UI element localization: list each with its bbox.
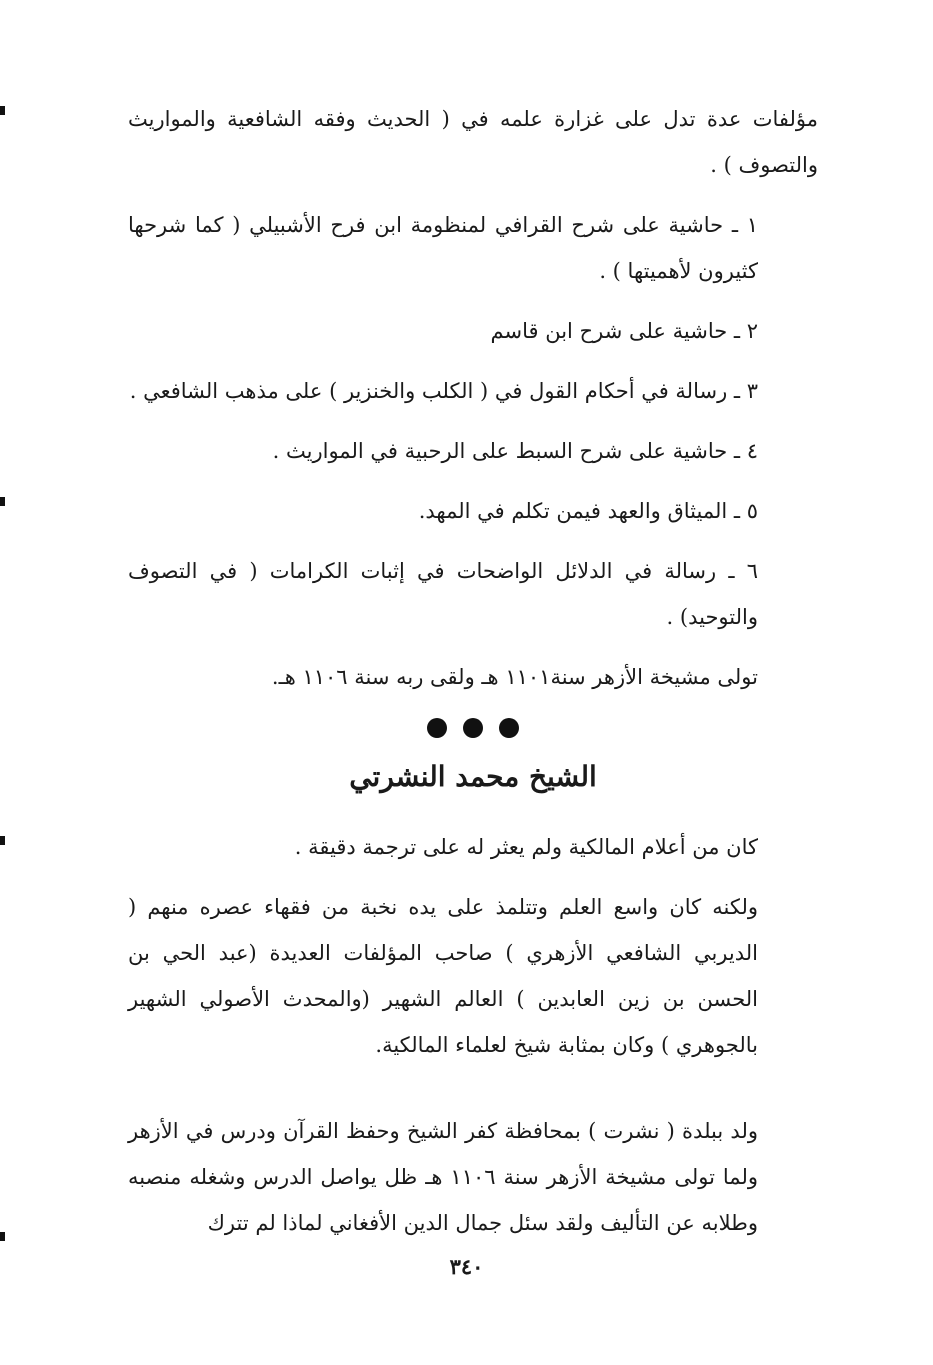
book-page bbox=[128, 96, 818, 1346]
scan-margin-mark bbox=[0, 1232, 5, 1241]
work-item: ١ ـ حاشية على شرح القرافي لمنظومة ابن فرح الأشبيلي ( كما شرحها كثيرون لأهميتها ) . bbox=[128, 213, 758, 283]
work-item: ٣ ـ رسالة في أحكام القول في ( الكلب والخنزير ) على مذهب الشافعي . bbox=[129, 379, 758, 403]
page-number: ٣٤٠ bbox=[449, 1254, 484, 1279]
scan-margin-mark bbox=[0, 106, 5, 115]
tenure-paragraph: تولى مشيخة الأزهر سنة١١٠١ هـ ولقى ربه سنة ١١٠٦ هـ. bbox=[271, 665, 758, 689]
works-list bbox=[128, 202, 818, 640]
paragraph-spacer bbox=[128, 1082, 818, 1108]
divider-dot bbox=[463, 718, 483, 738]
work-item: ٦ ـ رسالة في الدلائل الواضحات في إثبات الكرامات ( في التصوف والتوحيد) . bbox=[128, 559, 758, 629]
section-title: الشيخ محمد النشرتي bbox=[349, 760, 597, 793]
section-paragraph-2: ولكنه كان واسع العلم وتتلمذ على يده نخبة من فقهاء عصره منهم ( الديربي الشافعي الأزهري ) صاحب المؤلفات العديدة (عبد الحي بن الحسن بن زين العابدين ) العالم الشهير (والمحدث الأصولي الشهير بالجوهري ) وكان بمثابة شيخ لعلماء المالكية. bbox=[128, 895, 758, 1057]
scan-margin-mark bbox=[0, 836, 5, 845]
section-divider bbox=[128, 718, 818, 738]
work-item: ٢ ـ حاشية على شرح ابن قاسم bbox=[490, 319, 758, 343]
scan-margin-mark bbox=[0, 497, 5, 506]
work-item: ٥ ـ الميثاق والعهد فيمن تكلم في المهد. bbox=[418, 499, 758, 523]
divider-dot bbox=[499, 718, 519, 738]
section-paragraph-1: كان من أعلام المالكية ولم يعثر له على ترجمة دقيقة . bbox=[294, 835, 758, 859]
intro-paragraph: مؤلفات عدة تدل على غزارة علمه في ( الحديث وفقه الشافعية والمواريث والتصوف ) . bbox=[128, 107, 818, 177]
divider-dot bbox=[427, 718, 447, 738]
section-paragraph-3: ولد ببلدة ( نشرت ) بمحافظة كفر الشيخ وحفظ القرآن ودرس في الأزهر ولما تولى مشيخة الأزهر سنة ١١٠٦ هـ ظل يواصل الدرس وشغله منصبه وطلابه عن التأليف ولقد سئل جمال الدين الأفغاني لماذا لم تترك bbox=[128, 1119, 758, 1235]
work-item: ٤ ـ حاشية على شرح السبط على الرحبية في المواريث . bbox=[272, 439, 758, 463]
